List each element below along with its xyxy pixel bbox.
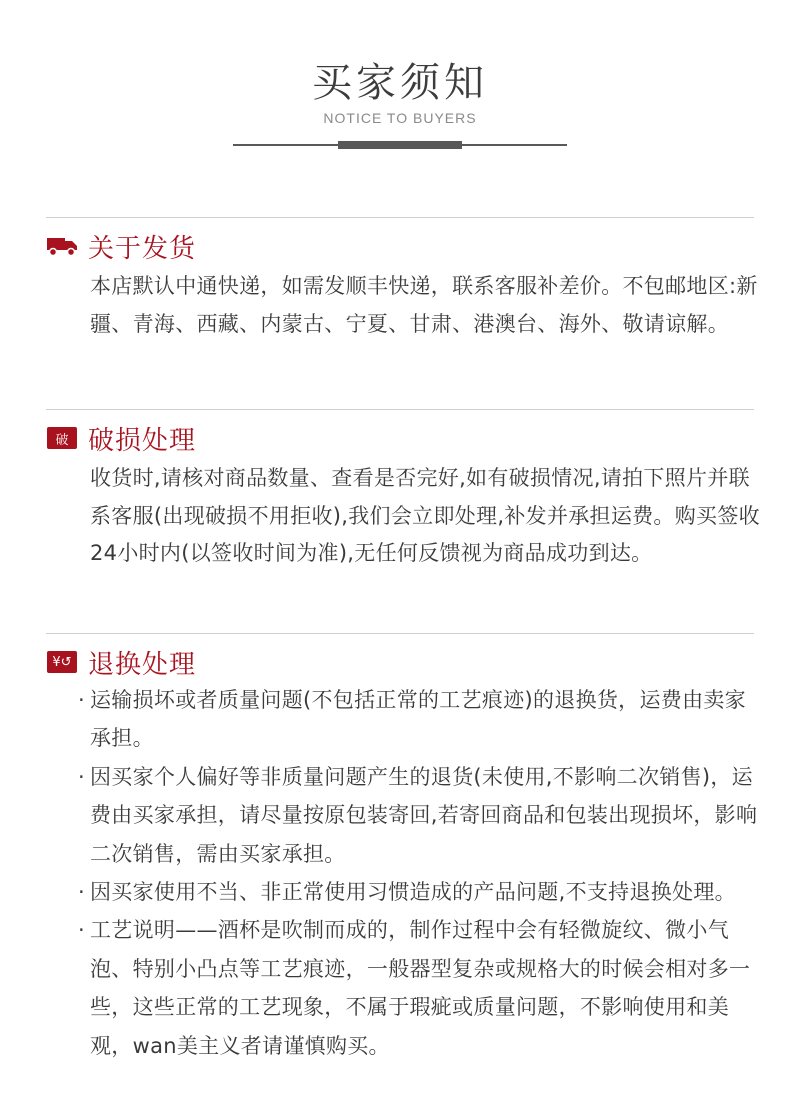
- page-subtitle: NOTICE TO BUYERS: [323, 110, 477, 126]
- list-item: · 工艺说明——酒杯是吹制而成的，制作过程中会有轻微旋纹、微小气泡、特别小凸点等工艺痕迹，一般器型复杂或规格大的时候会相对多一些，这些正常的工艺现象，不属于瑕疵或质量问题，不影响使用和美观，wan美主义者请谨慎购买。: [78, 918, 751, 1058]
- broken-badge-icon: 破: [46, 425, 78, 451]
- truck-icon: [46, 233, 78, 259]
- section-header-shipping: [46, 229, 196, 263]
- section-body: 本店默认中通快递，如需发顺丰快递，联系客服补差价。不包邮地区:新疆、青海、西藏、内蒙古、宁夏、甘肃、港澳台、海外、敬请谅解。: [90, 274, 758, 336]
- section-title: 破损处理: [88, 425, 197, 456]
- return-yuan-icon: ¥↺: [46, 649, 78, 675]
- section-title: 关于发货: [88, 233, 197, 264]
- list-item: · 因买家个人偏好等非质量问题产生的退货(未使用,不影响二次销售)，运费由买家承担，请尽量按原包装寄回,若寄回商品和包装出现损坏，影响二次销售，需由买家承担。: [78, 764, 758, 866]
- section-title: 退换处理: [88, 649, 197, 680]
- title-divider-accent: [338, 141, 462, 149]
- section-divider: [46, 217, 754, 218]
- section-header-damage: [46, 421, 196, 455]
- section-divider: [46, 633, 754, 634]
- returns-list: [72, 681, 762, 1065]
- section-body: 收货时,请核对商品数量、查看是否完好,如有破损情况,请拍下照片并联系客服(出现破损不用拒收),我们会立即处理,补发并承担运费。购买签收24小时内(以签收时间为准),无任何反馈视为商品成功到达。: [90, 466, 760, 565]
- page-title: 买家须知: [312, 60, 488, 106]
- section-header-returns: [46, 645, 196, 679]
- section-divider: [46, 409, 754, 410]
- list-item: · 因买家使用不当、非正常使用习惯造成的产品问题,不支持退换处理。: [78, 880, 736, 905]
- list-item: · 运输损坏或者质量问题(不包括正常的工艺痕迹)的退换货，运费由卖家承担。: [78, 688, 746, 751]
